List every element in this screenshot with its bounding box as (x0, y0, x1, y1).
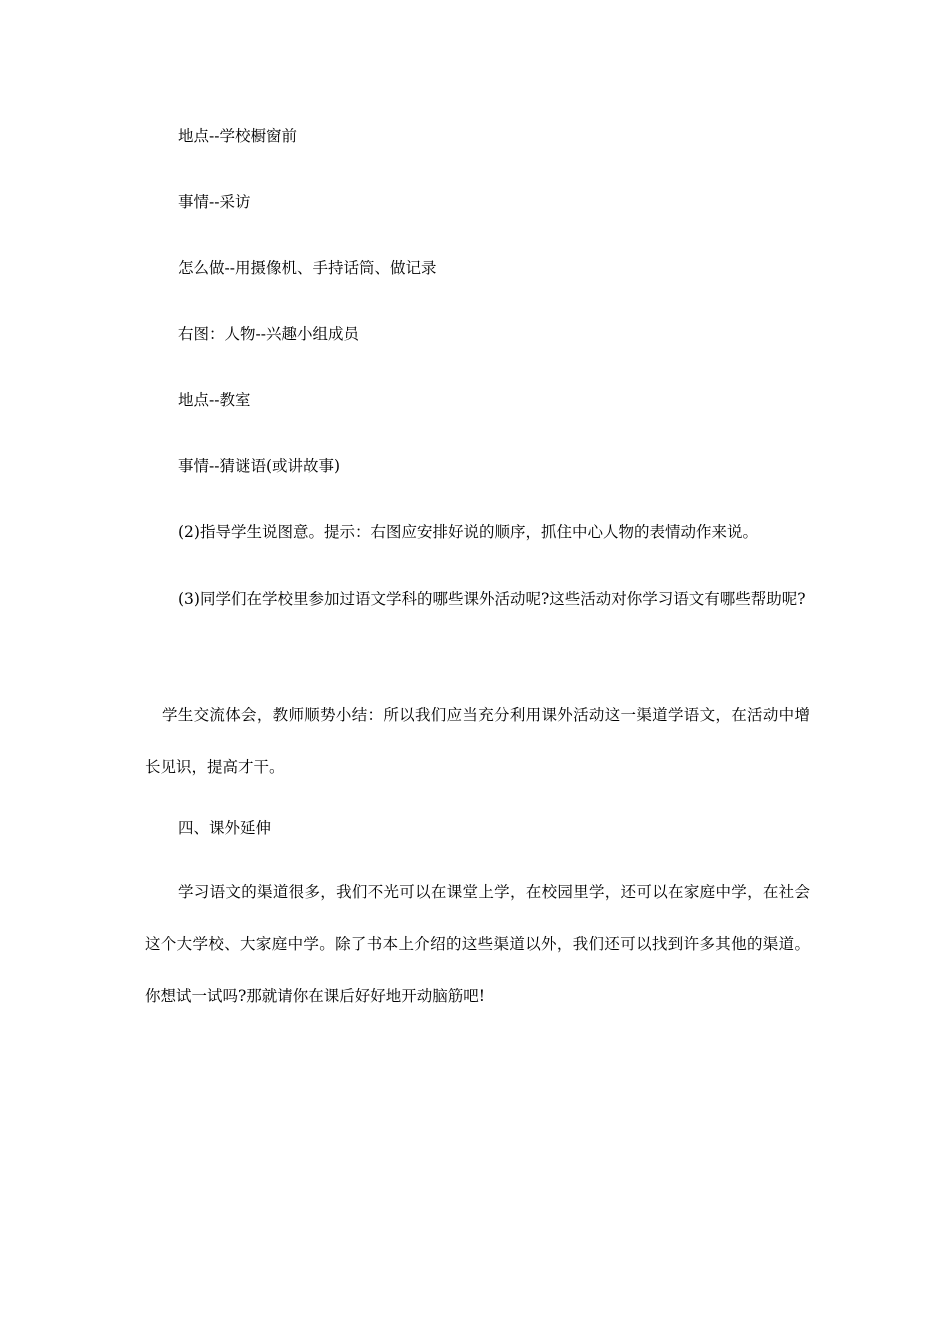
event-line-1: 事情--采访 (178, 193, 251, 211)
step-3-paragraph: (3)同学们在学校里参加过语文学科的哪些课外活动呢?这些活动对你学习语文有哪些帮助呢? (178, 590, 806, 608)
place-line-1: 地点--学校橱窗前 (178, 127, 297, 145)
closing-paragraph: 学习语文的渠道很多，我们不光可以在课堂上学，在校园里学，还可以在家庭中学，在社会这个大学校、大家庭中学。除了书本上介绍的这些渠道以外，我们还可以找到许多其他的渠道。你想试一试吗?那就请你在课后好好地开动脑筋吧! (145, 883, 810, 1005)
summary-paragraph: 学生交流体会，教师顺势小结：所以我们应当充分利用课外活动这一渠道学语文，在活动中增长见识，提高才干。 (145, 706, 810, 776)
right-picture-line: 右图：人物--兴趣小组成员 (178, 325, 359, 343)
place-line-2: 地点--教室 (178, 391, 251, 409)
step-2-paragraph: (2)指导学生说图意。提示：右图应安排好说的顺序，抓住中心人物的表情动作来说。 (178, 523, 758, 541)
howto-line: 怎么做--用摄像机、手持话筒、做记录 (178, 259, 437, 277)
event-line-2: 事情--猜谜语(或讲故事) (178, 457, 341, 475)
section-4-heading: 四、课外延伸 (178, 819, 272, 837)
